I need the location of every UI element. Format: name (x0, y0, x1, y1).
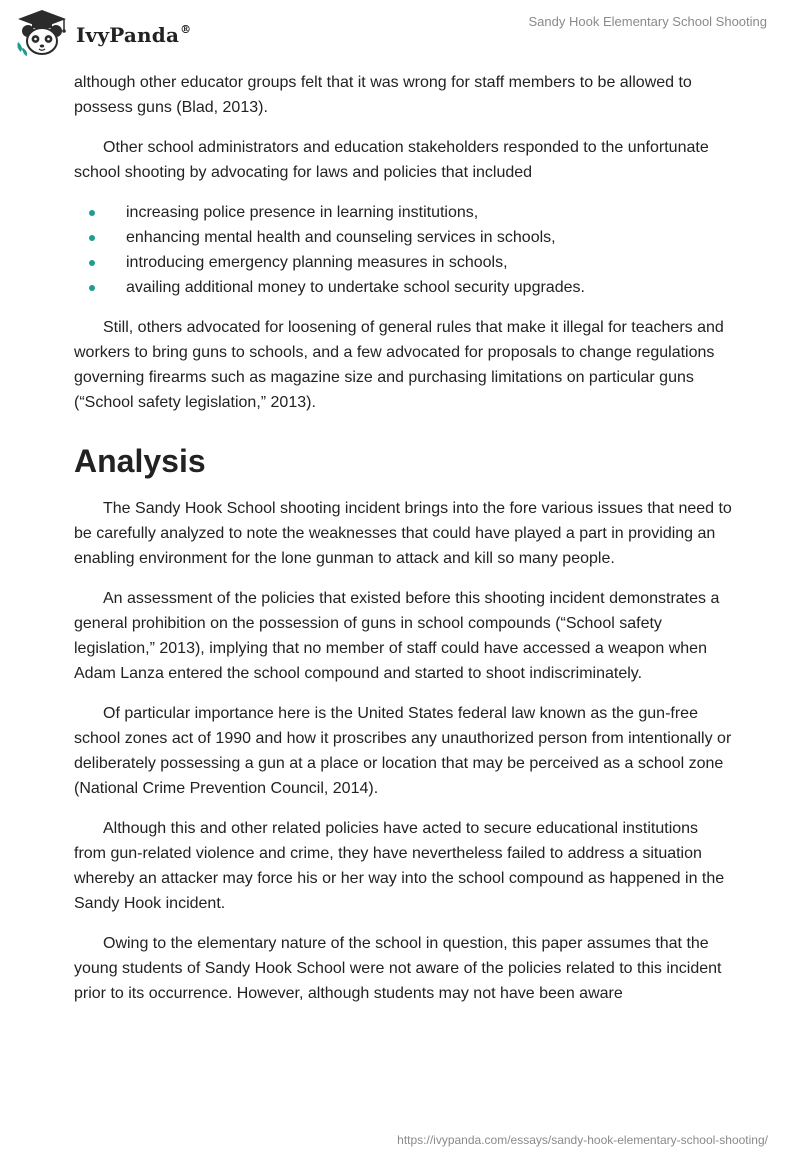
list-item (74, 275, 734, 300)
list-item (74, 225, 734, 250)
paragraph-policy-assessment: An assessment of the policies that existed before this shooting incident demonstrates a general prohibition on the possession of guns in school compounds (“School safety legislation,” 2013), implying that no member of staff could have accessed a weapon when Adam Lanza entered the school compound and started to shoot indiscriminately. (74, 590, 720, 682)
registered-mark: ® (180, 23, 192, 36)
bullet-icon (89, 260, 95, 266)
paragraph-stakeholders: Other school administrators and education stakeholders responded to the unfortunate school shooting by advocating for laws and policies that included (74, 139, 709, 181)
bullet-icon (89, 210, 95, 216)
list-item-text: availing additional money to undertake school security upgrades. (126, 279, 585, 296)
paragraph-federal-law: Of particular importance here is the United States federal law known as the gun-free school zones act of 1990 and how it proscribes any unauthorized person from intentionally or deliberately possessing a gun at a place or location that may be perceived as a school zone (National Crime Prevention Council, 2014). (74, 705, 732, 797)
document-title: Sandy Hook Elementary School Shooting (528, 14, 767, 29)
brand-name: IvyPanda (76, 23, 180, 47)
list-item-text: increasing police presence in learning institutions, (126, 204, 479, 221)
paragraph-analysis-intro: The Sandy Hook School shooting incident brings into the fore various issues that need to be carefully analyzed to note the weaknesses that could have played a part in providing an enabling environment for the lone gunman to attack and kill so many people. (74, 500, 732, 567)
list-item (74, 250, 734, 275)
essay-body (74, 70, 734, 1006)
list-item-text: introducing emergency planning measures in schools, (126, 254, 508, 271)
paragraph-student-awareness: Owing to the elementary nature of the school in question, this paper assumes that the young students of Sandy Hook School were not aware of the policies related to this incident prior to its occurrence. However, although students may not have been aware (74, 935, 722, 1002)
source-url[interactable]: https://ivypanda.com/essays/sandy-hook-elementary-school-shooting/ (397, 1133, 768, 1147)
list-item-text: enhancing mental health and counseling services in schools, (126, 229, 556, 246)
ivypanda-logo[interactable] (14, 8, 191, 58)
policy-list (74, 200, 734, 300)
list-item (74, 200, 734, 225)
page-header (0, 0, 800, 60)
paragraph-continuation: although other educator groups felt that it was wrong for staff members to be allowed to possess guns (Blad, 2013). (74, 74, 692, 116)
paragraph-others-advocated: Still, others advocated for loosening of general rules that make it illegal for teachers and workers to bring guns to schools, and a few advocated for proposals to change regulations governing firearms such as magazine size and purchasing limitations on particular guns (“School safety legislation,” 2013). (74, 319, 724, 411)
brand-wordmark (76, 23, 191, 47)
section-heading-analysis: Analysis (74, 443, 206, 479)
bullet-icon (89, 235, 95, 241)
panda-graduate-icon (14, 8, 70, 58)
paragraph-policy-failure: Although this and other related policies have acted to secure educational institutions from gun-related violence and crime, they have nevertheless failed to address a situation whereby an attacker may force his or her way into the school compound as happened in the Sandy Hook incident. (74, 820, 725, 912)
bullet-icon (89, 285, 95, 291)
